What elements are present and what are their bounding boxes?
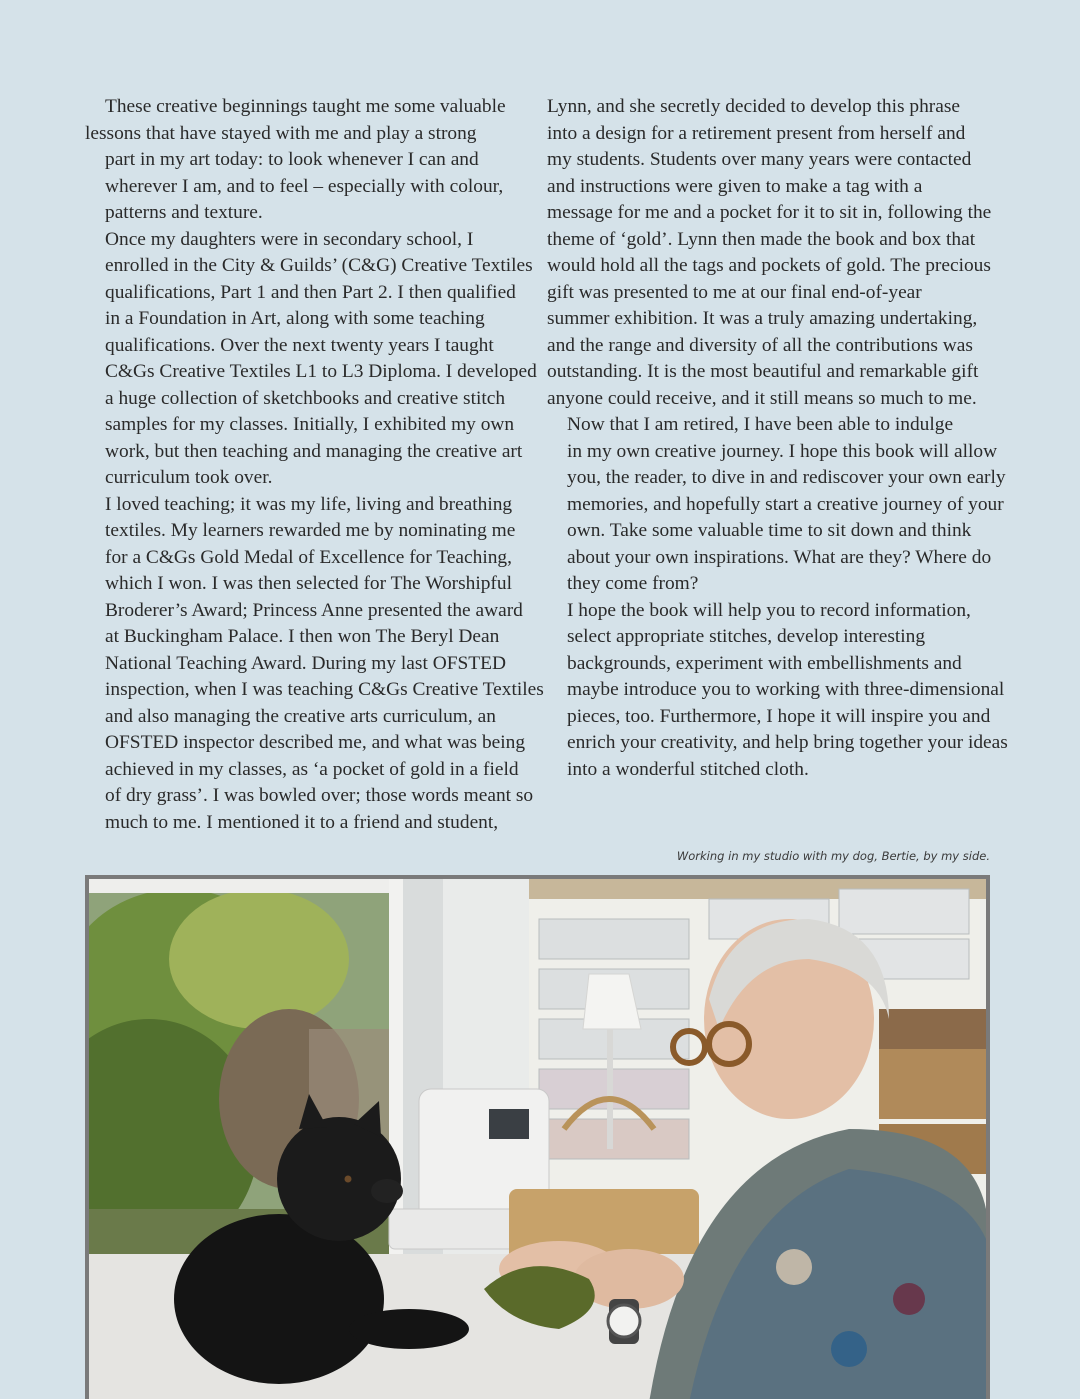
text-line: and the range and diversity of all the contributions was xyxy=(547,334,973,356)
text-line: of dry grass’. I was bowled over; those words meant so xyxy=(105,785,534,806)
text-line: textiles. My learners rewarded me by nominating me xyxy=(105,520,516,541)
text-line: they come from? xyxy=(567,573,699,594)
text-line: C&Gs Creative Textiles L1 to L3 Diploma. I developed xyxy=(105,361,537,382)
text-line: I loved teaching; it was my life, living and breathing xyxy=(105,493,513,515)
text-line: memories, and hopefully start a creative journey of your xyxy=(567,493,1004,515)
paragraph-qualifications xyxy=(85,227,537,492)
text-line: summer exhibition. It was a truly amazing undertaking, xyxy=(547,308,978,329)
text-line: for a C&Gs Gold Medal of Excellence for Teaching, xyxy=(105,546,512,568)
text-line: into a design for a retirement present from herself and xyxy=(547,122,966,144)
photo-caption: Working in my studio with my dog, Bertie, by my side. xyxy=(676,849,990,863)
text-line: about your own inspirations. What are they? Where do xyxy=(567,546,992,568)
text-line: samples for my classes. Initially, I exhibited my own xyxy=(105,414,515,435)
text-line: and instructions were given to make a tag with a xyxy=(547,175,923,197)
text-line: much to me. I mentioned it to a friend and student, xyxy=(105,811,499,833)
text-line: qualifications, Part 1 and then Part 2. I then qualified xyxy=(105,281,516,303)
text-line: These creative beginnings taught me some valuable xyxy=(105,96,506,117)
text-line: into a wonderful stitched cloth. xyxy=(567,758,809,780)
text-line: inspection, when I was teaching C&Gs Creative Textiles xyxy=(105,679,544,700)
text-line: achieved in my classes, as ‘a pocket of gold in a field xyxy=(105,758,519,780)
text-line: a huge collection of sketchbooks and creative stitch xyxy=(105,387,506,409)
text-line: own. Take some valuable time to sit down and think xyxy=(567,520,972,541)
text-line: patterns and texture. xyxy=(105,202,263,223)
text-line: Lynn, and she secretly decided to develop this phrase xyxy=(547,96,961,117)
text-line: outstanding. It is the most beautiful and remarkable gift xyxy=(547,361,979,382)
left-text-column xyxy=(85,94,544,836)
text-line: work, but then teaching and managing the creative art xyxy=(105,440,523,462)
text-line: you, the reader, to dive in and rediscover your own early xyxy=(567,467,1006,488)
text-line: in a Foundation in Art, along with some teaching xyxy=(105,308,485,329)
text-line: enrolled in the City & Guilds’ (C&G) Creative Textiles xyxy=(105,255,533,276)
text-line: theme of ‘gold’. Lynn then made the book and box that xyxy=(547,228,976,250)
paragraph-book-hopes xyxy=(547,598,1008,784)
text-line: I hope the book will help you to record information, xyxy=(567,599,971,621)
text-line: curriculum took over. xyxy=(105,467,273,488)
text-line: would hold all the tags and pockets of gold. The precious xyxy=(547,255,991,276)
text-line: OFSTED inspector described me, and what was being xyxy=(105,732,526,753)
text-line: National Teaching Award. During my last OFSTED xyxy=(105,652,506,674)
text-line: at Buckingham Palace. I then won The Beryl Dean xyxy=(105,626,500,647)
text-line: backgrounds, experiment with embellishments and xyxy=(567,652,962,674)
text-line: Once my daughters were in secondary school, I xyxy=(105,228,474,250)
text-line: pieces, too. Furthermore, I hope it will inspire you and xyxy=(567,705,991,727)
text-line: Broderer’s Award; Princess Anne presented the award xyxy=(105,599,523,621)
text-line: part in my art today: to look whenever I can and xyxy=(105,149,479,170)
paragraph-teaching xyxy=(85,492,544,837)
text-line: enrich your creativity, and help bring together your ideas xyxy=(567,732,1008,753)
text-line: which I won. I was then selected for The Worshipful xyxy=(105,573,512,594)
text-line: in my own creative journey. I hope this book will allow xyxy=(567,440,998,462)
text-line: wherever I am, and to feel – especially with colour, xyxy=(105,175,504,197)
text-line: Now that I am retired, I have been able to indulge xyxy=(567,414,954,435)
text-line: my students. Students over many years were contacted xyxy=(547,149,972,170)
text-line: maybe introduce you to working with three-dimensional xyxy=(567,679,1005,700)
paragraph-beginnings xyxy=(85,94,533,227)
text-line: and also managing the creative arts curriculum, an xyxy=(105,705,496,727)
paragraph-retired xyxy=(547,412,1006,598)
text-line: gift was presented to me at our final end-of-year xyxy=(547,281,922,303)
paragraph-retirement-gift xyxy=(547,94,997,412)
right-text-column xyxy=(547,94,1008,783)
text-line: message for me and a pocket for it to sit in, following the xyxy=(547,202,992,223)
text-line: qualifications. Over the next twenty years I taught xyxy=(105,334,494,356)
text-line: lessons that have stayed with me and play a strong xyxy=(85,122,477,144)
text-line: anyone could receive, and it still means so much to me. xyxy=(547,387,977,409)
text-line: select appropriate stitches, develop interesting xyxy=(567,626,926,647)
studio-photo xyxy=(85,875,990,1399)
